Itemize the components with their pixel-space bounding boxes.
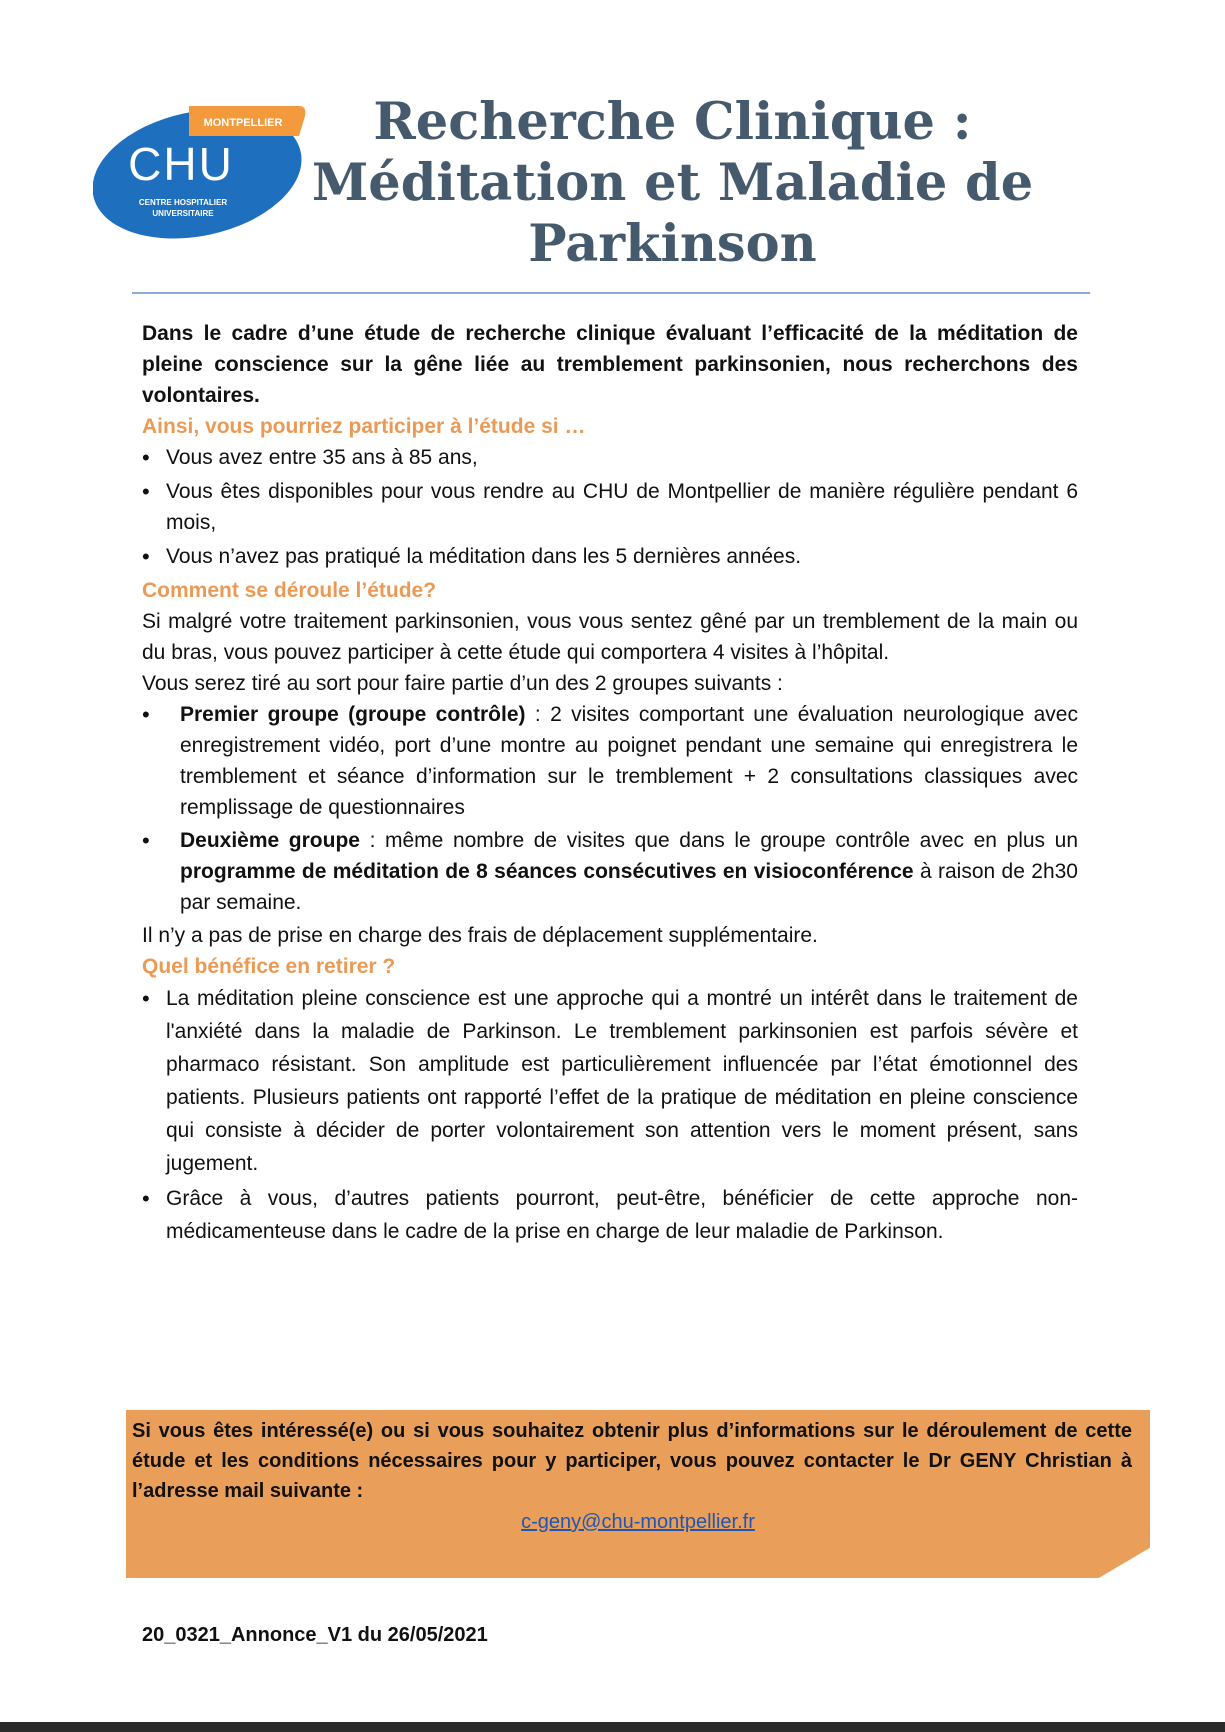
groups-list (142, 699, 1078, 918)
group2-label: Deuxième groupe (180, 829, 360, 852)
logo-name-text: CHU (128, 138, 234, 190)
process-heading: Comment se déroule l’étude? (142, 579, 437, 602)
travel-note: Il n’y a pas de prise en charge des frais de déplacement supplémentaire. (142, 924, 818, 947)
group2-text: : même nombre de visites que dans le groupe contrôle avec en plus un (359, 829, 1079, 852)
group1-text: : 2 visites comportant une évaluation neurologique avec enregistrement vidéo, port d’une montre au poignet pendant une semaine qui enregistrera le tremblement et séance d’information sur le tremblement + 2 consultations classiques avec remplissage de questionnaires (180, 703, 1078, 819)
eligibility-heading: Ainsi, vous pourriez participer à l’étude si … (142, 415, 586, 438)
logo-subtitle-line2: UNIVERSITAIRE (152, 209, 214, 218)
benefits-heading: Quel bénéfice en retirer ? (142, 955, 396, 978)
eligibility-list (142, 442, 1078, 572)
list-item: • Vous avez entre 35 ans à 85 ans, (142, 442, 1078, 473)
contact-email-link[interactable]: c-geny@chu-montpellier.fr (521, 1511, 755, 1533)
intro-paragraph: Dans le cadre d’une étude de recherche clinique évaluant l’efficacité de la méditation de pleine conscience sur la gêne liée au tremblement parkinsonien, nous recherchons des volontaires. (142, 322, 1078, 407)
logo-subtitle-line1: CENTRE HOSPITALIER (138, 198, 228, 207)
list-item (142, 825, 1078, 918)
chu-montpellier-logo (93, 88, 308, 240)
process-paragraph: Si malgré votre traitement parkinsonien, vous vous sentez gêné par un tremblement de la main ou du bras, vous pouvez participer à cette étude qui comportera 4 visites à l’hôpital. (142, 610, 1078, 664)
title-line: Méditation et Maladie de (311, 153, 1034, 213)
group2-program: programme de méditation de 8 séances consécutives en visioconférence (180, 860, 914, 883)
group2-text-end: à raison de 2h30 par semaine. (180, 860, 1078, 914)
benefits-list (142, 982, 1078, 1248)
bottom-edge-bar (0, 1722, 1225, 1732)
title-line: Recherche Clinique : (373, 92, 972, 152)
list-item: • Vous n’avez pas pratiqué la méditation dans les 5 dernières années. (142, 541, 1078, 572)
title-line: Parkinson (528, 214, 817, 274)
logo-badge-text: MONTPELLIER (203, 117, 283, 129)
contact-text: Si vous êtes intéressé(e) ou si vous souhaitez obtenir plus d’informations sur le déroulement de cette étude et les conditions nécessaires pour y participer, vous pouvez contacter le Dr GENY Christian à l’adresse mail suivante : (132, 1420, 1132, 1502)
group1-label: Premier groupe (groupe contrôle) (180, 703, 526, 726)
title-divider (132, 292, 1090, 294)
list-item: • Grâce à vous, d’autres patients pourront, peut-être, bénéficier de cette approche non-médicamenteuse dans le cadre de la prise en charge de leur maladie de Parkinson. (142, 1182, 1078, 1248)
process-paragraph: Vous serez tiré au sort pour faire partie d’un des 2 groupes suivants : (142, 672, 783, 695)
main-content (142, 318, 1078, 1250)
list-item (142, 699, 1078, 823)
document-reference: 20_0321_Annonce_V1 du 26/05/2021 (142, 1624, 488, 1646)
list-item: • Vous êtes disponibles pour vous rendre au CHU de Montpellier de manière régulière pendant 6 mois, (142, 476, 1078, 538)
page-title (300, 92, 1045, 275)
list-item: • La méditation pleine conscience est une approche qui a montré un intérêt dans le traitement de l'anxiété dans la maladie de Parkinson. Le tremblement parkinsonien est parfois sévère et pharmaco résistant. Son amplitude est particulièrement influencée par l’état émotionnel des patients. Plusieurs patients ont rapporté l’effet de la pratique de méditation en pleine conscience qui consiste à décider de porter volontairement son attention vers le moment présent, sans jugement. (142, 982, 1078, 1180)
